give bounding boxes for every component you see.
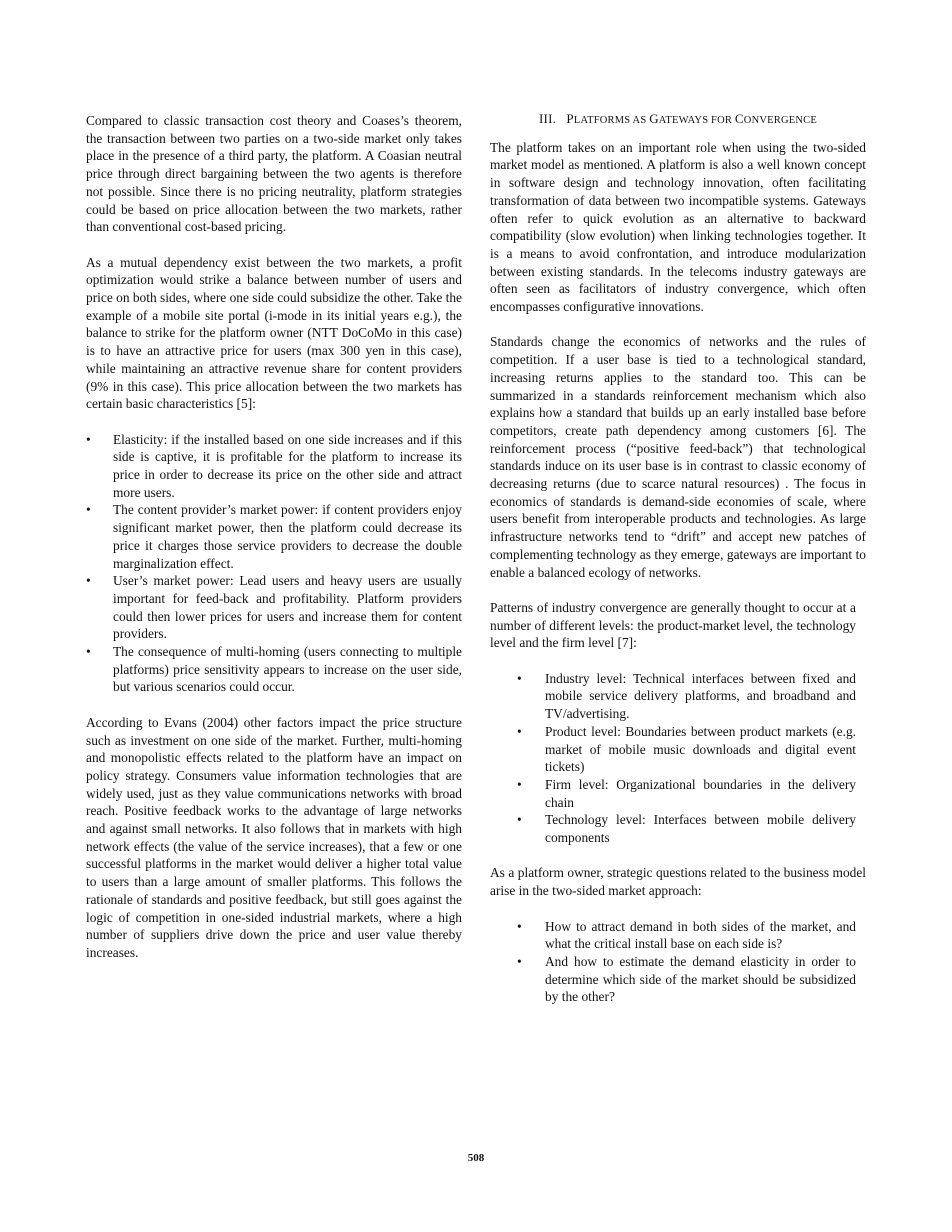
bullet-icon: • [86,644,91,660]
list-item: • Industry level: Technical interfaces between fixed and mobile service delivery platforms, and broadband and TV/advertising. [517,670,856,722]
list-item: • And how to estimate the demand elasticity in order to determine which side of the market should be subsidized by the other? [517,953,856,1005]
section-heading: III. PLATFORMS AS GATEWAYS FOR CONVERGENCE [539,111,817,126]
list-item: • Product level: Boundaries between product markets (e.g. market of mobile music downloads and digital event tickets) [517,723,856,775]
paragraph-transaction-cost: Compared to classic transaction cost theory and Coases’s theorem, the transaction between two parties on a two-side market only takes place in the presence of a third party, the platform. A Coasian neutral price through direct bargaining between the two agents is therefore not possible. Since there is no pricing neutrality, platform strategies could be based on price allocation between the two markets, rather than conventional cost-based pricing. [86,113,462,235]
convergence-levels-list [490,670,856,847]
list-item: • Technology level: Interfaces between mobile delivery components [517,812,856,846]
list-item: • The content provider’s market power: if content providers enjoy significant market power, then the platform could decrease its price it charges those service providers to decrease the double marginalization effect. [86,502,462,571]
page-number: 508 [467,1152,485,1164]
left-column [86,112,462,979]
list-item: • Elasticity: if the installed based on one side increases and if this side is captive, it is profitable for the platform to increase its price in order to decrease its price on the other side and attract more users. [86,431,462,500]
bullet-icon: • [517,953,522,969]
paragraph-evans: According to Evans (2004) other factors impact the price structure such as investment on one side of the market. Further, multi-homing and monopolistic effects related to the platform have an impact on policy strategy. Consumers value information technologies that are widely used, just as they value communications networks with broad reach. Positive feedback works to the advantage of large networks and against small networks. It also follows that in markets with high network effects (the value of the service increases), that a few or one successful platforms in the market would deliver a higher total value to users than a large amount of smaller platforms. This follows the rationale of standards and positive feedback, but still goes against the logic of competition in one-sided industrial markets, where a high number of suppliers drive down the price and user value thereby increases. [86,714,462,960]
strategic-questions-list [490,918,856,1007]
bullet-icon: • [517,723,522,739]
bullet-icon: • [86,502,91,518]
bullet-icon: • [517,670,522,686]
list-item: • How to attract demand in both sides of the market, and what the critical install base on each side is? [517,918,856,952]
paragraph-platform-owner: As a platform owner, strategic questions related to the business model arise in the two-sided market approach: [490,865,866,899]
list-item: • User’s market power: Lead users and heavy users are usually important for feed-back and profitability. Platform providers could then lower prices for users and increase them for content providers. [86,573,462,642]
bullet-icon: • [517,918,522,934]
paragraph-convergence-levels: Patterns of industry convergence are generally thought to occur at a number of different levels: the product-market level, the technology level and the firm level [7]: [490,599,856,651]
price-allocation-list [86,431,462,697]
bullet-icon: • [517,776,522,792]
paragraph-mutual-dependency: As a mutual dependency exist between the two markets, a profit optimization would strike a balance between number of users and price on both sides, where one side could subsidize the other. Take the example of a mobile site portal (i-mode in its initial years e.g.), the balance to strike for the platform owner (NTT DoCoMo in this case) is to have an attractive price for users (max 300 yen in this case), while maintaining an attractive revenue share for content providers (9% in this case). This price allocation between the two markets has certain basic characteristics [5]: [86,254,462,412]
list-item: • Firm level: Organizational boundaries in the delivery chain [517,776,856,810]
right-column [490,110,866,1024]
bullet-icon: • [86,431,91,447]
section-numeral: III. [539,111,557,126]
paragraph-platform-role: The platform takes on an important role when using the two-sided market model as mentioned. A platform is also a well known concept in software design and technology innovation, often facilitating transformation of data between two incompatible systems. Gateways often refer to quick evolution as an alternative to backward compatibility (slow evolution) when linking technologies together. It is a means to avoid confrontation, and introduce modularization between existing standards. In the telecoms industry gateways are often seen as facilitators of industry convergence, which often encompasses configurative innovations. [490,139,866,315]
bullet-icon: • [86,573,91,589]
list-item: • The consequence of multi-homing (users connecting to multiple platforms) price sensitivity appears to increase on the user side, but various scenarios could occur. [86,644,462,695]
paragraph-standards: Standards change the economics of networks and the rules of competition. If a user base is tied to a technological standard, increasing returns applies to the standard too. This can be summarized in a standards reinforcement mechanism which also explains how a standard that builds up an early installed base before competitors, create path dependency among customers [6]. The reinforcement process (“positive feed-back”) that technological standards induce on its user base is in contrast to classic economy of decreasing returns (due to scarce natural resources) . The focus in economics of standards is demand-side economies of scale, where users benefit from interoperable products and technologies. As large infrastructure networks tend to “drift” and accept new patches of complementing technology as they emerge, gateways are important to enable a balanced ecology of networks. [490,334,866,580]
bullet-icon: • [517,812,522,828]
